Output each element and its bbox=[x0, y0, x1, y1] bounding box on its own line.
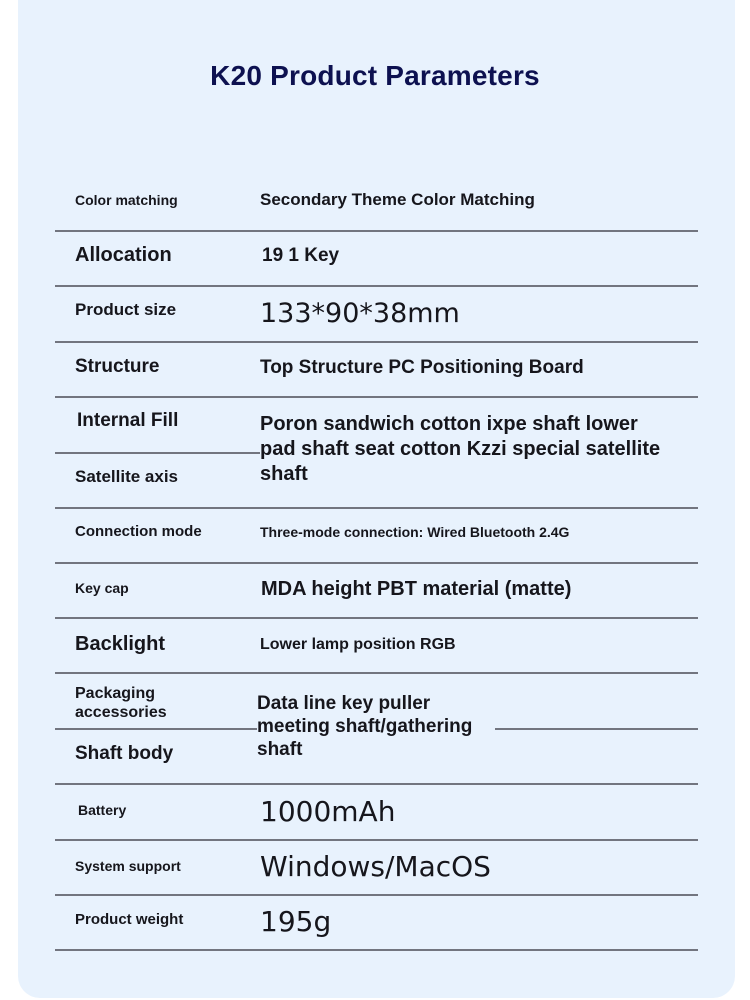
value-color-matching: Secondary Theme Color Matching bbox=[260, 190, 535, 209]
label-packaging-accessories bbox=[75, 684, 167, 722]
label-system-support: System support bbox=[75, 858, 181, 874]
page-title: K20 Product Parameters bbox=[210, 60, 540, 91]
row-divider bbox=[55, 672, 698, 674]
label-product-weight: Product weight bbox=[75, 911, 184, 928]
label-satellite-axis: Satellite axis bbox=[75, 467, 179, 486]
label-packaging-line: accessories bbox=[75, 704, 167, 721]
value-packaging-accessories bbox=[257, 692, 472, 761]
row-divider bbox=[55, 285, 698, 287]
label-connection-mode: Connection mode bbox=[75, 523, 202, 540]
value-internal-fill bbox=[260, 412, 660, 487]
label-backlight: Backlight bbox=[75, 633, 166, 655]
row-divider bbox=[55, 728, 257, 730]
value-internal-fill-line: pad shaft seat cotton Kzzi special satellite bbox=[260, 438, 661, 460]
value-product-size: 133*90*38mm bbox=[260, 298, 460, 329]
row-divider bbox=[55, 341, 698, 343]
label-key-cap: Key cap bbox=[75, 580, 129, 596]
row-divider bbox=[55, 452, 260, 454]
row-divider bbox=[55, 396, 698, 398]
label-shaft-body: Shaft body bbox=[75, 743, 174, 764]
value-packaging-line: shaft bbox=[257, 739, 303, 760]
row-divider bbox=[55, 894, 698, 896]
value-system-support: Windows/MacOS bbox=[260, 850, 491, 883]
row-divider bbox=[55, 839, 698, 841]
label-battery: Battery bbox=[78, 802, 127, 818]
value-product-weight: 195g bbox=[260, 905, 332, 938]
value-allocation: 19 1 Key bbox=[262, 245, 340, 266]
value-backlight: Lower lamp position RGB bbox=[260, 636, 456, 653]
row-divider bbox=[55, 230, 698, 232]
label-internal-fill: Internal Fill bbox=[77, 410, 179, 431]
parameters-card bbox=[18, 0, 735, 998]
label-structure: Structure bbox=[75, 356, 160, 377]
label-allocation: Allocation bbox=[75, 244, 172, 266]
value-packaging-line: meeting shaft/gathering bbox=[257, 716, 473, 737]
row-divider bbox=[55, 507, 698, 509]
value-connection-mode: Three-mode connection: Wired Bluetooth 2.4G bbox=[260, 524, 570, 540]
row-divider bbox=[55, 562, 698, 564]
row-divider bbox=[55, 949, 698, 951]
row-divider bbox=[55, 617, 698, 619]
value-internal-fill-line: Poron sandwich cotton ixpe shaft lower bbox=[260, 413, 638, 435]
label-color-matching: Color matching bbox=[75, 192, 178, 208]
label-packaging-line: Packaging bbox=[75, 685, 156, 702]
value-structure: Top Structure PC Positioning Board bbox=[260, 357, 584, 378]
value-packaging-line: Data line key puller bbox=[257, 693, 431, 714]
row-divider bbox=[55, 783, 698, 785]
label-product-size: Product size bbox=[75, 300, 177, 319]
value-internal-fill-line: shaft bbox=[260, 463, 308, 485]
value-battery: 1000mAh bbox=[260, 795, 396, 828]
row-divider bbox=[495, 728, 698, 730]
value-key-cap: MDA height PBT material (matte) bbox=[261, 578, 572, 600]
